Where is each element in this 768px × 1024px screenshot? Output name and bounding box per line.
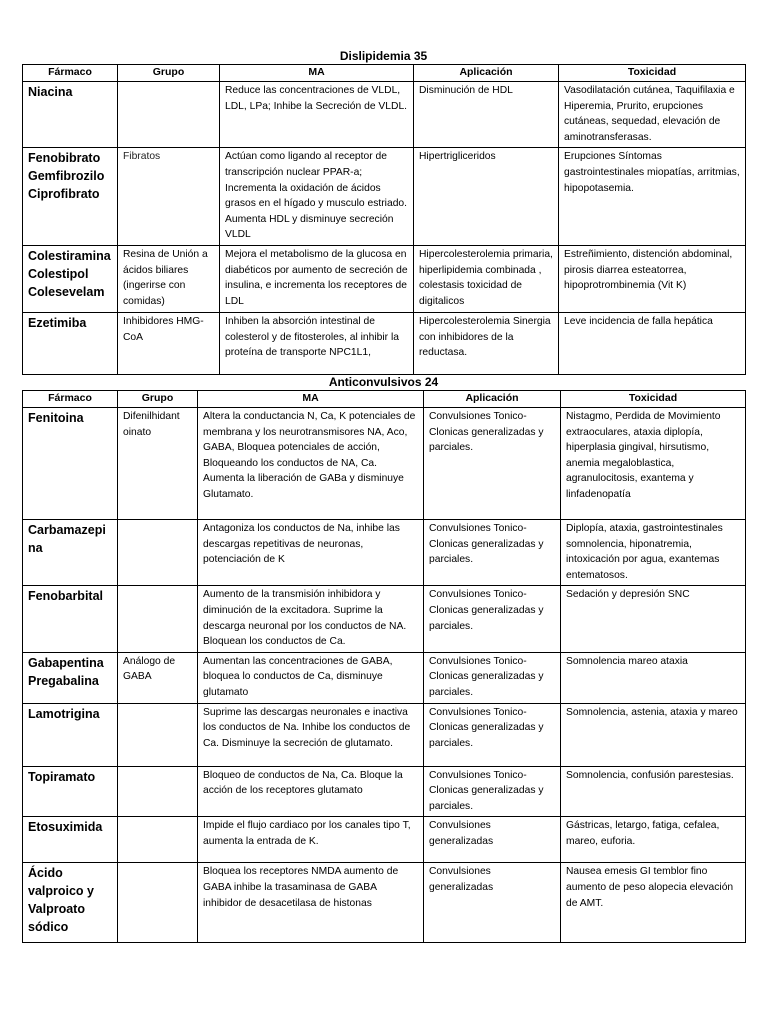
cell-aplicacion: Disminución de HDL	[414, 82, 559, 148]
cell-toxicidad: Nausea emesis GI temblor fino aumento de peso alopecia elevación de AMT.	[561, 863, 746, 943]
cell-ma: Mejora el metabolismo de la glucosa en diabéticos por aumento de secreción de insulina, e incrementa los receptores de LDL	[220, 245, 414, 312]
cell-grupo: Análogo de GABA	[118, 652, 198, 703]
cell-grupo: Fibratos	[118, 148, 220, 246]
table-header-row	[23, 65, 746, 82]
cell-farmaco: Ezetimiba	[23, 312, 118, 374]
cell-ma: Aumento de la transmisión inhibidora y diminución de la excitadora. Suprime la descarga neuronal por los conductos de NA. Bloquean los conductos de Ca.	[198, 586, 424, 652]
cell-grupo	[118, 703, 198, 766]
cell-toxicidad: Erupciones Síntomas gastrointestinales miopatías, arritmias, hipopotasemia.	[559, 148, 746, 246]
cell-ma: Antagoniza los conductos de Na, inhibe las descargas repetitivas de neuronas, potenciación de K	[198, 520, 424, 586]
cell-farmaco: Niacina	[23, 82, 118, 148]
table-row	[23, 245, 746, 312]
cell-aplicacion: Convulsiones Tonico-Clonicas generalizadas y parciales.	[424, 586, 561, 652]
header-aplicacion: Aplicación	[424, 391, 561, 408]
table-row	[23, 586, 746, 652]
cell-grupo: Difenilhidant oinato	[118, 408, 198, 520]
cell-grupo	[118, 82, 220, 148]
cell-toxicidad: Somnolencia, astenia, ataxia y mareo	[561, 703, 746, 766]
header-farmaco: Fármaco	[23, 391, 118, 408]
cell-farmaco: Etosuximida	[23, 817, 118, 863]
header-farmaco: Fármaco	[23, 65, 118, 82]
header-grupo: Grupo	[118, 391, 198, 408]
cell-ma: Bloquea los receptores NMDA aumento de GABA inhibe la trasaminasa de GABA inhibidor de desacetilasa de histonas	[198, 863, 424, 943]
cell-farmaco: Fenobarbital	[23, 586, 118, 652]
cell-grupo	[118, 817, 198, 863]
header-ma: MA	[220, 65, 414, 82]
cell-toxicidad: Sedación y depresión SNC	[561, 586, 746, 652]
cell-grupo	[118, 520, 198, 586]
cell-aplicacion: Convulsiones generalizadas	[424, 863, 561, 943]
table-row	[23, 408, 746, 520]
cell-ma: Altera la conductancia N, Ca, K potenciales de membrana y los neurotransmisores NA, Aco, GABA, Bloquea potenciales de acción, Bloqueando los conductos de NA, Ca. Aumenta la liberación de GABa y disminuye Glutamato.	[198, 408, 424, 520]
dislipidemia-table	[22, 64, 746, 375]
cell-farmaco: Colestiramina Colestipol Colesevelam	[23, 245, 118, 312]
table-row	[23, 82, 746, 148]
cell-ma: Actúan como ligando al receptor de transcripción nuclear PPAR-a; Incrementa la oxidación de ácidos grasos en el hígado y musculo estriado. Aumenta HDL y disminuye secreción VLDL	[220, 148, 414, 246]
header-grupo: Grupo	[118, 65, 220, 82]
table-row	[23, 520, 746, 586]
cell-grupo: Resina de Unión a ácidos biliares (ingerirse con comidas)	[118, 245, 220, 312]
cell-ma: Aumentan las concentraciones de GABA, bloquea lo conductos de Ca, disminuye glutamato	[198, 652, 424, 703]
table-row	[23, 817, 746, 863]
cell-aplicacion: Hipertrigliceridos	[414, 148, 559, 246]
cell-grupo	[118, 766, 198, 817]
anticonvulsivos-table	[22, 390, 746, 943]
section-title-anticonvulsivos: Anticonvulsivos 24	[328, 375, 439, 389]
section-title-dislipidemia: Dislipidemia 35	[339, 49, 428, 63]
cell-aplicacion: Hipercolesterolemia primaria, hiperlipidemia combinada , colestasis toxicidad de digitalicos	[414, 245, 559, 312]
cell-ma: Bloqueo de conductos de Na, Ca. Bloque la acción de los receptores glutamato	[198, 766, 424, 817]
cell-grupo	[118, 863, 198, 943]
cell-toxicidad: Gástricas, letargo, fatiga, cefalea, mareo, euforia.	[561, 817, 746, 863]
cell-ma: Reduce las concentraciones de VLDL, LDL, LPa; Inhibe la Secreción de VLDL.	[220, 82, 414, 148]
table-row	[23, 652, 746, 703]
cell-toxicidad: Diplopía, ataxia, gastrointestinales somnolencia, hiponatremia, intoxicación por agua, exantemas entematosos.	[561, 520, 746, 586]
header-ma: MA	[198, 391, 424, 408]
cell-ma: Suprime las descargas neuronales e inactiva los conductos de Na. Inhibe los conductos de Ca. Disminuye la secreción de glutamato.	[198, 703, 424, 766]
table-row	[23, 312, 746, 374]
cell-toxicidad: Leve incidencia de falla hepática	[559, 312, 746, 374]
cell-aplicacion: Convulsiones Tonico-Clonicas generalizadas y parciales.	[424, 652, 561, 703]
cell-aplicacion: Convulsiones Tonico-Clonicas generalizadas y parciales.	[424, 766, 561, 817]
table-row	[23, 148, 746, 246]
header-toxicidad: Toxicidad	[561, 391, 746, 408]
cell-toxicidad: Vasodilatación cutánea, Taquifilaxia e Hiperemia, Prurito, erupciones cutáneas, sequedad, elevación de aminotransferasas.	[559, 82, 746, 148]
cell-farmaco: Fenitoina	[23, 408, 118, 520]
header-toxicidad: Toxicidad	[559, 65, 746, 82]
table-row	[23, 766, 746, 817]
table-header-row	[23, 391, 746, 408]
header-aplicacion: Aplicación	[414, 65, 559, 82]
table-row	[23, 703, 746, 766]
cell-farmaco: Topiramato	[23, 766, 118, 817]
cell-toxicidad: Nistagmo, Perdida de Movimiento extraoculares, ataxia diplopía, hiperplasia gingival, hirsutismo, anemia megaloblastica, agranulocitosis, exantema y linfadenopatía	[561, 408, 746, 520]
cell-aplicacion: Convulsiones generalizadas	[424, 817, 561, 863]
cell-grupo	[118, 586, 198, 652]
cell-aplicacion: Convulsiones Tonico-Clonicas generalizadas y parciales.	[424, 408, 561, 520]
cell-toxicidad: Somnolencia, confusión parestesias.	[561, 766, 746, 817]
cell-farmaco: Gabapentina Pregabalina	[23, 652, 118, 703]
cell-grupo: Inhibidores HMG-CoA	[118, 312, 220, 374]
cell-farmaco: Ácido valproico y Valproato sódico	[23, 863, 118, 943]
cell-farmaco: Lamotrigina	[23, 703, 118, 766]
cell-toxicidad: Estreñimiento, distención abdominal, pirosis diarrea esteatorrea, hipoprotrombinemia (Vit K)	[559, 245, 746, 312]
table-row	[23, 863, 746, 943]
cell-aplicacion: Convulsiones Tonico-Clonicas generalizadas y parciales.	[424, 520, 561, 586]
cell-toxicidad: Somnolencia mareo ataxia	[561, 652, 746, 703]
cell-ma: Inhiben la absorción intestinal de colesterol y de fitosteroles, al inhibir la proteína de transporte NPC1L1,	[220, 312, 414, 374]
cell-aplicacion: Convulsiones Tonico-Clonicas generalizadas y parciales.	[424, 703, 561, 766]
cell-aplicacion: Hipercolesterolemia Sinergia con inhibidores de la reductasa.	[414, 312, 559, 374]
cell-ma: Impide el flujo cardiaco por los canales tipo T, aumenta la entrada de K.	[198, 817, 424, 863]
cell-farmaco: Carbamazepi na	[23, 520, 118, 586]
cell-farmaco: Fenobibrato Gemfibrozilo Ciprofibrato	[23, 148, 118, 246]
